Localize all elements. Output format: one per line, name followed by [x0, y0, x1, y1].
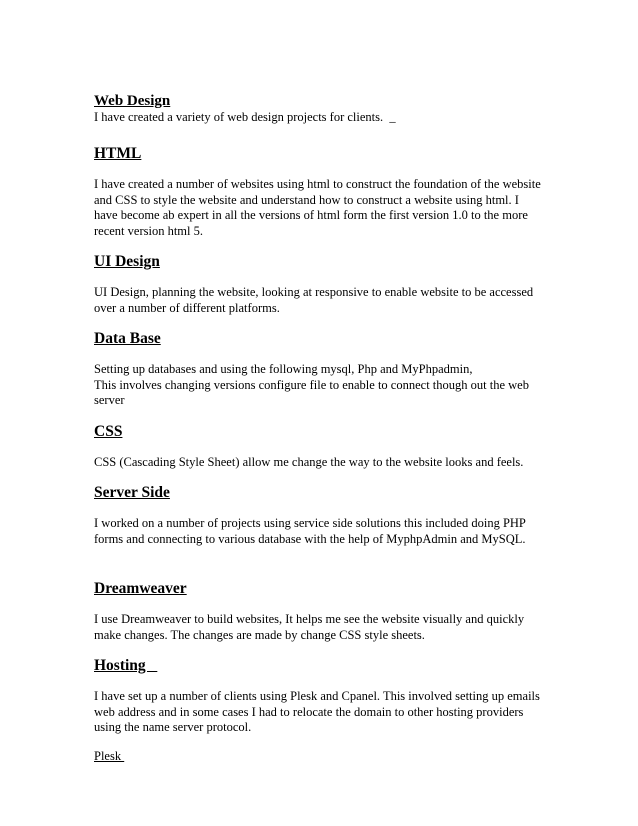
section-heading-html: HTML [94, 145, 142, 162]
section-body-ui-design: UI Design, planning the website, looking at responsive to enable website to be accessed over a number of different platforms. [94, 285, 534, 315]
section-body-hosting: I have set up a number of clients using Plesk and Cpanel. This involved setting up emails web address and in some cases I had to relocate the domain to other hosting providers using the name server protocol. [94, 689, 540, 734]
section-body-server-side: I worked on a number of projects using service side solutions this included doing PHP forms and connecting to various database with the help of MyphpAdmin and MySQL. [94, 516, 526, 546]
section-heading-ui-design: UI Design [94, 253, 160, 270]
section-dreamweaver [94, 579, 554, 643]
section-heading-server-side: Server Side [94, 484, 170, 501]
intro-text: I have created a variety of web design projects for clients. _ [94, 110, 396, 124]
section-ui-design [94, 252, 554, 316]
section-heading-data-base: Data Base [94, 330, 161, 347]
section-hosting [94, 656, 554, 736]
section-data-base [94, 329, 554, 409]
section-css [94, 422, 554, 471]
section-body-html: I have created a number of websites using html to construct the foundation of the website and CSS to style the website and understand how to construct a website using html. I have become ab expert in all the versions of html form the first version 1.0 to the more recent version html 5. [94, 177, 541, 238]
section-heading-css: CSS [94, 422, 123, 440]
section-html [94, 144, 554, 239]
section-heading-dreamweaver: Dreamweaver [94, 580, 187, 597]
document-page [94, 92, 554, 764]
section-body-css: CSS (Cascading Style Sheet) allow me change the way to the website looks and feels. [94, 454, 524, 469]
section-body-dreamweaver: I use Dreamweaver to build websites, It helps me see the website visually and quickly make changes. The changes are made by change CSS style sheets. [94, 612, 525, 642]
document-title: Web Design [94, 93, 171, 109]
section-heading-hosting: Hosting [94, 657, 158, 674]
plesk-subheading: Plesk [94, 748, 125, 763]
section-server-side [94, 483, 554, 547]
section-body-data-base: Setting up databases and using the following mysql, Php and MyPhpadmin, This involves changing versions configure file to enable to connect though out the web server [94, 362, 529, 407]
